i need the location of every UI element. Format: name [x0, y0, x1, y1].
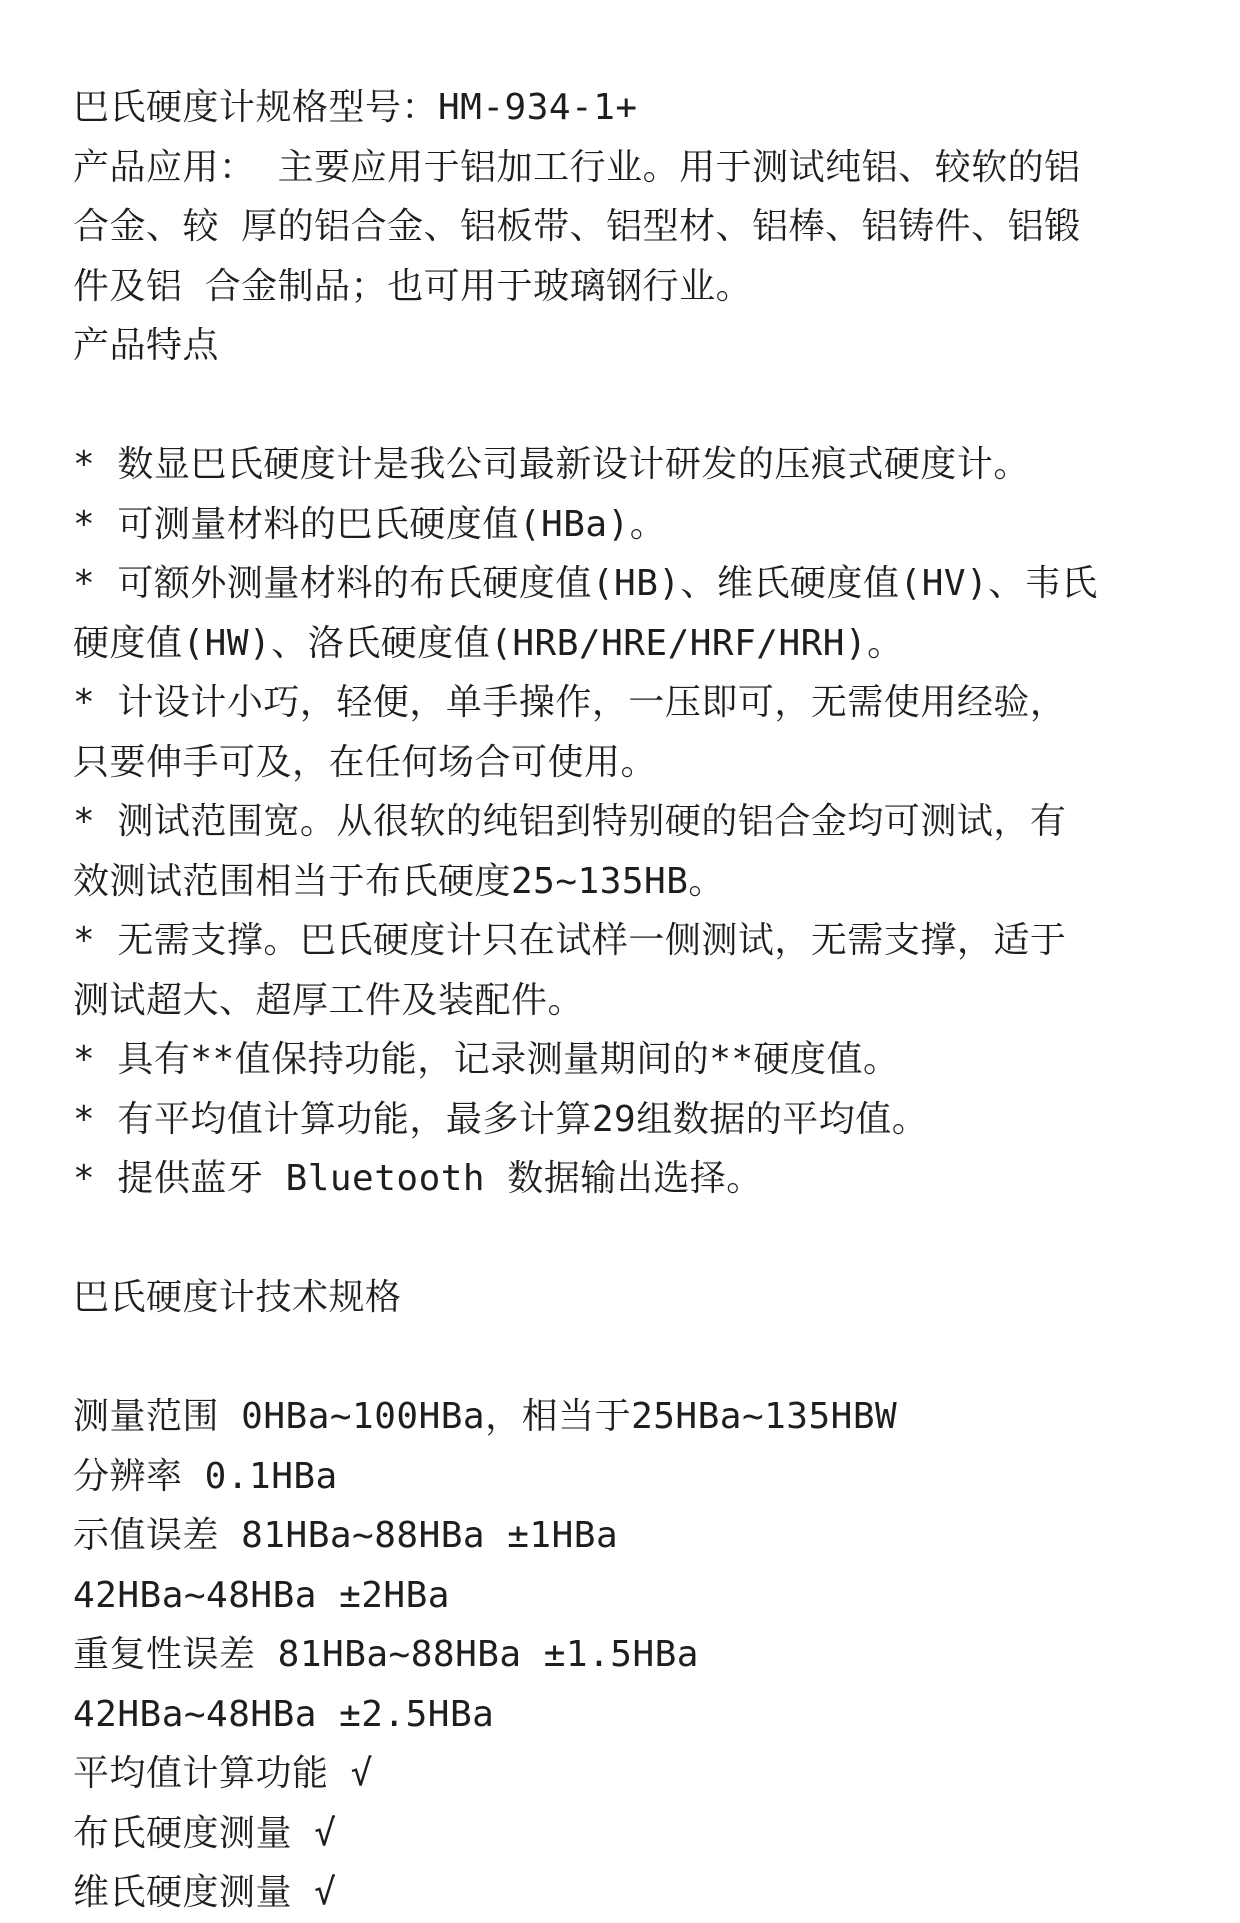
feature-line: * 无需支撑。巴氏硬度计只在试样一侧测试，无需支撑，适于: [73, 920, 1067, 961]
spacer: [73, 1209, 1183, 1269]
feature-line: 效测试范围相当于布氏硬度25~135HB。: [73, 860, 725, 902]
feature-line: 测试超大、超厚工件及装配件。: [73, 979, 585, 1021]
spec-line: 42HBa~48HBa ±2HBa: [73, 1574, 450, 1616]
feature-line: * 有平均值计算功能，最多计算29组数据的平均值。: [73, 1098, 929, 1140]
spec-line: 布氏硬度测量 √: [73, 1812, 337, 1854]
spec-line: 重复性误差 81HBa~88HBa ±1.5HBa: [73, 1634, 699, 1675]
feature-line: * 数显巴氏硬度计是我公司最新设计研发的压痕式硬度计。: [73, 444, 1030, 485]
specs-heading: 巴氏硬度计技术规格: [73, 1277, 402, 1318]
feature-line: 硬度值(HW)、洛氏硬度值(HRB/HRE/HRF/HRH)。: [73, 622, 904, 664]
application-line-3: 件及铝 合金制品；也可用于玻璃钢行业。: [73, 265, 753, 307]
spec-line: 平均值计算功能 √: [73, 1753, 373, 1794]
spec-line: 示值误差 81HBa~88HBa ±1HBa: [73, 1515, 619, 1556]
model-line: 巴氏硬度计规格型号：HM-934-1+: [73, 87, 638, 128]
spacer: [73, 376, 1183, 436]
spec-line: 分辨率 0.1HBa: [73, 1455, 338, 1497]
application-line-2: 合金、较 厚的铝合金、铝板带、铝型材、铝棒、铝铸件、铝锻: [73, 206, 1081, 247]
spacer: [73, 1328, 1183, 1388]
feature-line: * 具有**值保持功能，记录测量期间的**硬度值。: [73, 1039, 900, 1080]
features-heading: 产品特点: [73, 325, 220, 366]
feature-line: * 测试范围宽。从很软的纯铝到特别硬的铝合金均可测试，有: [73, 801, 1067, 842]
feature-line: * 计设计小巧，轻便，单手操作，一压即可，无需使用经验，: [73, 682, 1067, 723]
document-body: [73, 78, 1183, 1923]
spec-line: 42HBa~48HBa ±2.5HBa: [73, 1693, 495, 1735]
feature-line: * 提供蓝牙 Bluetooth 数据输出选择。: [73, 1158, 763, 1199]
spec-line: 测量范围 0HBa~100HBa，相当于25HBa~135HBW: [73, 1396, 898, 1437]
feature-line: * 可额外测量材料的布氏硬度值(HB)、维氏硬度值(HV)、韦氏: [73, 563, 1098, 604]
feature-line: * 可测量材料的巴氏硬度值(HBa)。: [73, 503, 667, 545]
spec-line: 维氏硬度测量 √: [73, 1872, 337, 1913]
application-line-1: 产品应用： 主要应用于铝加工行业。用于测试纯铝、较软的铝: [73, 146, 1081, 188]
feature-line: 只要伸手可及，在任何场合可使用。: [73, 741, 658, 783]
